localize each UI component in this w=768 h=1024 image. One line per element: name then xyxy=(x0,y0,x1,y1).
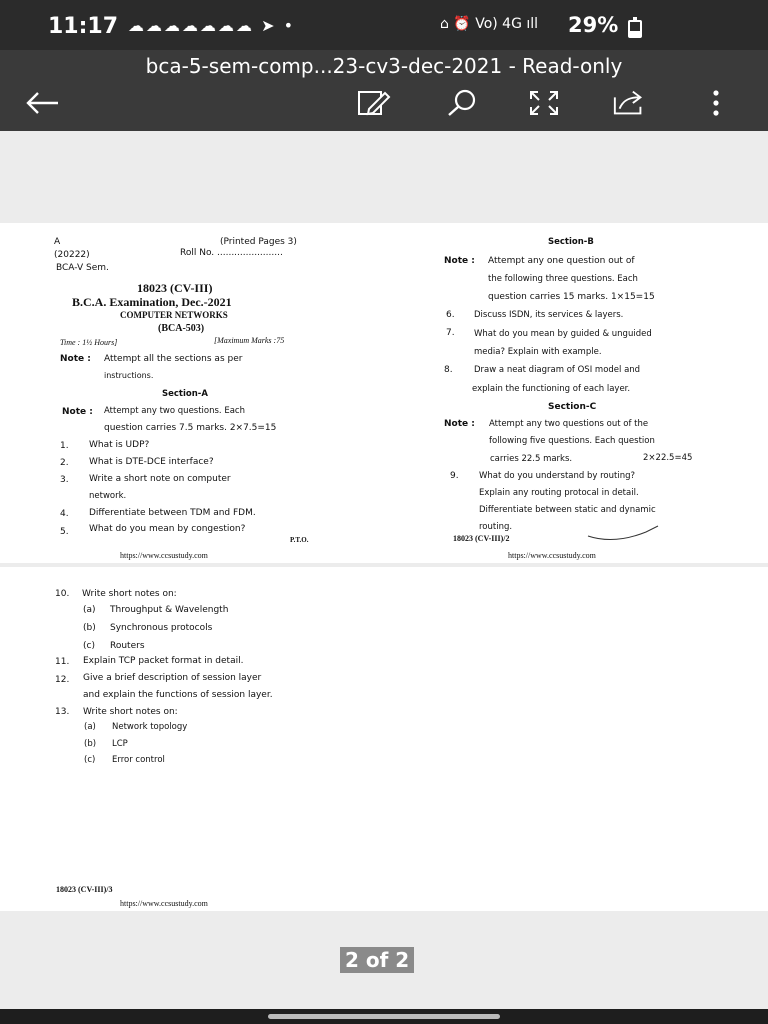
q6-num: 6. xyxy=(446,310,455,320)
exam-title: B.C.A. Examination, Dec.-2021 xyxy=(72,295,232,309)
q12-num: 12. xyxy=(55,675,70,685)
back-arrow-icon[interactable] xyxy=(24,88,60,118)
q2-num: 2. xyxy=(60,458,69,468)
q2-text: What is DTE-DCE interface? xyxy=(89,457,214,467)
section-c-note-2: following five questions. Each question xyxy=(489,436,655,446)
q10c-num: (c) xyxy=(83,641,95,651)
q9-text-4: routing. xyxy=(479,522,513,532)
q10a-num: (a) xyxy=(83,605,96,615)
section-b-note-2: the following three questions. Each xyxy=(488,274,638,284)
search-icon[interactable] xyxy=(444,88,480,118)
q8-text: Draw a neat diagram of OSI model and xyxy=(474,365,641,375)
share-icon[interactable] xyxy=(612,88,648,118)
q3-text-2: network. xyxy=(89,491,127,501)
q13-text: Write short notes on: xyxy=(83,707,178,717)
q9-num: 9. xyxy=(450,471,459,481)
roll-no: Roll No. ....................... xyxy=(180,248,283,258)
q9-text-2: Explain any routing protocal in detail. xyxy=(479,488,639,498)
q5-num: 5. xyxy=(60,527,69,537)
fullscreen-icon[interactable] xyxy=(526,88,562,118)
q7-text-2: media? Explain with example. xyxy=(474,347,602,357)
q13a-num: (a) xyxy=(84,722,96,732)
q3-num: 3. xyxy=(60,475,69,485)
max-marks: [Maximum Marks :75 xyxy=(214,336,285,345)
page-indicator: 2 of 2 xyxy=(340,947,414,973)
q13b-num: (b) xyxy=(84,739,97,749)
section-c-title: Section-C xyxy=(548,402,597,412)
page1-right-url: https://www.ccsustudy.com xyxy=(508,551,596,560)
printed-pages: (Printed Pages 3) xyxy=(220,237,297,247)
note-label: Note : xyxy=(60,354,91,364)
app-bar xyxy=(0,50,768,131)
paper-set: A xyxy=(54,237,61,247)
note-text-2: instructions. xyxy=(104,371,154,380)
q12-text-2: and explain the functions of session layer. xyxy=(83,690,273,700)
navigation-bar xyxy=(0,1009,768,1024)
q13c-text: Error control xyxy=(112,755,165,765)
pto: P.T.O. xyxy=(290,536,309,544)
q8-text-2: explain the functioning of each layer. xyxy=(472,384,631,394)
battery-percent: 29% xyxy=(568,13,619,37)
system-icons: ⌂ ⏰ Vo) 4G ıll xyxy=(440,16,539,32)
q13b-text: LCP xyxy=(112,739,128,749)
document-title: bca-5-sem-comp...23-cv3-dec-2021 - Read-only xyxy=(145,54,623,78)
edit-icon[interactable] xyxy=(356,88,392,118)
section-a-note-2: question carries 7.5 marks. 2×7.5=15 xyxy=(104,423,277,433)
section-b-note: Attempt any one question out of xyxy=(488,256,635,266)
more-options-icon[interactable] xyxy=(698,88,734,118)
q13a-text: Network topology xyxy=(112,722,188,732)
q10b-text: Synchronous protocols xyxy=(110,623,213,633)
section-b-title: Section-B xyxy=(548,237,594,247)
paper-number: (20222) xyxy=(54,250,90,260)
q5-text: What do you mean by congestion? xyxy=(89,524,246,534)
signature-scribble-icon xyxy=(586,520,666,542)
q6-text: Discuss ISDN, its services & layers. xyxy=(474,310,624,320)
q10-num: 10. xyxy=(55,589,70,599)
q7-num: 7. xyxy=(446,328,455,338)
section-c-note: Attempt any two questions out of the xyxy=(489,419,649,429)
course-code: (BCA-503) xyxy=(158,323,205,334)
q9-text: What do you understand by routing? xyxy=(479,471,636,481)
page1-left-url: https://www.ccsustudy.com xyxy=(120,551,208,560)
q12-text: Give a brief description of session layer xyxy=(83,673,262,683)
section-a-note-label: Note : xyxy=(62,407,93,417)
section-c-marks: 2×22.5=45 xyxy=(643,453,693,463)
q3-text: Write a short note on computer xyxy=(89,474,231,484)
status-time: 11:17 xyxy=(48,14,119,39)
q10c-text: Routers xyxy=(110,641,145,651)
q4-text: Differentiate between TDM and FDM. xyxy=(89,508,256,518)
semester: BCA-V Sem. xyxy=(56,263,109,273)
q1-text: What is UDP? xyxy=(89,440,150,450)
document-page-2 xyxy=(0,567,768,911)
q10-text: Write short notes on: xyxy=(82,589,177,599)
q4-num: 4. xyxy=(60,509,69,519)
section-b-note-label: Note : xyxy=(444,256,475,266)
status-bar xyxy=(0,0,768,50)
section-c-note-3: carries 22.5 marks. xyxy=(490,454,573,464)
section-c-note-label: Note : xyxy=(444,419,475,429)
q11-num: 11. xyxy=(55,657,70,667)
page1-footer-code: 18023 (CV-III)/2 xyxy=(453,534,510,543)
section-a-title: Section-A xyxy=(162,389,208,399)
q1-num: 1. xyxy=(60,441,69,451)
paper-code: 18023 (CV-III) xyxy=(137,281,213,295)
home-gesture-handle[interactable] xyxy=(268,1014,500,1019)
page2-footer-code: 18023 (CV-III)/3 xyxy=(56,885,113,894)
page2-url: https://www.ccsustudy.com xyxy=(120,899,208,908)
q9-text-3: Differentiate between static and dynamic xyxy=(479,505,656,515)
q8-num: 8. xyxy=(444,365,453,375)
q10a-text: Throughput & Wavelength xyxy=(110,605,229,615)
battery-icon xyxy=(628,20,642,38)
subject-title: COMPUTER NETWORKS xyxy=(120,310,228,320)
q7-text: What do you mean by guided & unguided xyxy=(474,329,652,339)
notification-icons: ☁☁☁☁☁☁☁ ➤ • xyxy=(128,16,296,35)
section-b-note-3: question carries 15 marks. 1×15=15 xyxy=(488,292,655,302)
q13c-num: (c) xyxy=(84,755,96,765)
q10b-num: (b) xyxy=(83,623,96,633)
q13-num: 13. xyxy=(55,707,70,717)
q11-text: Explain TCP packet format in detail. xyxy=(83,656,244,666)
exam-time: Time : 1½ Hours] xyxy=(60,338,118,347)
note-text: Attempt all the sections as per xyxy=(104,354,243,364)
section-a-note: Attempt any two questions. Each xyxy=(104,406,245,416)
document-page-1 xyxy=(0,223,768,563)
document-viewer[interactable] xyxy=(0,131,768,1009)
